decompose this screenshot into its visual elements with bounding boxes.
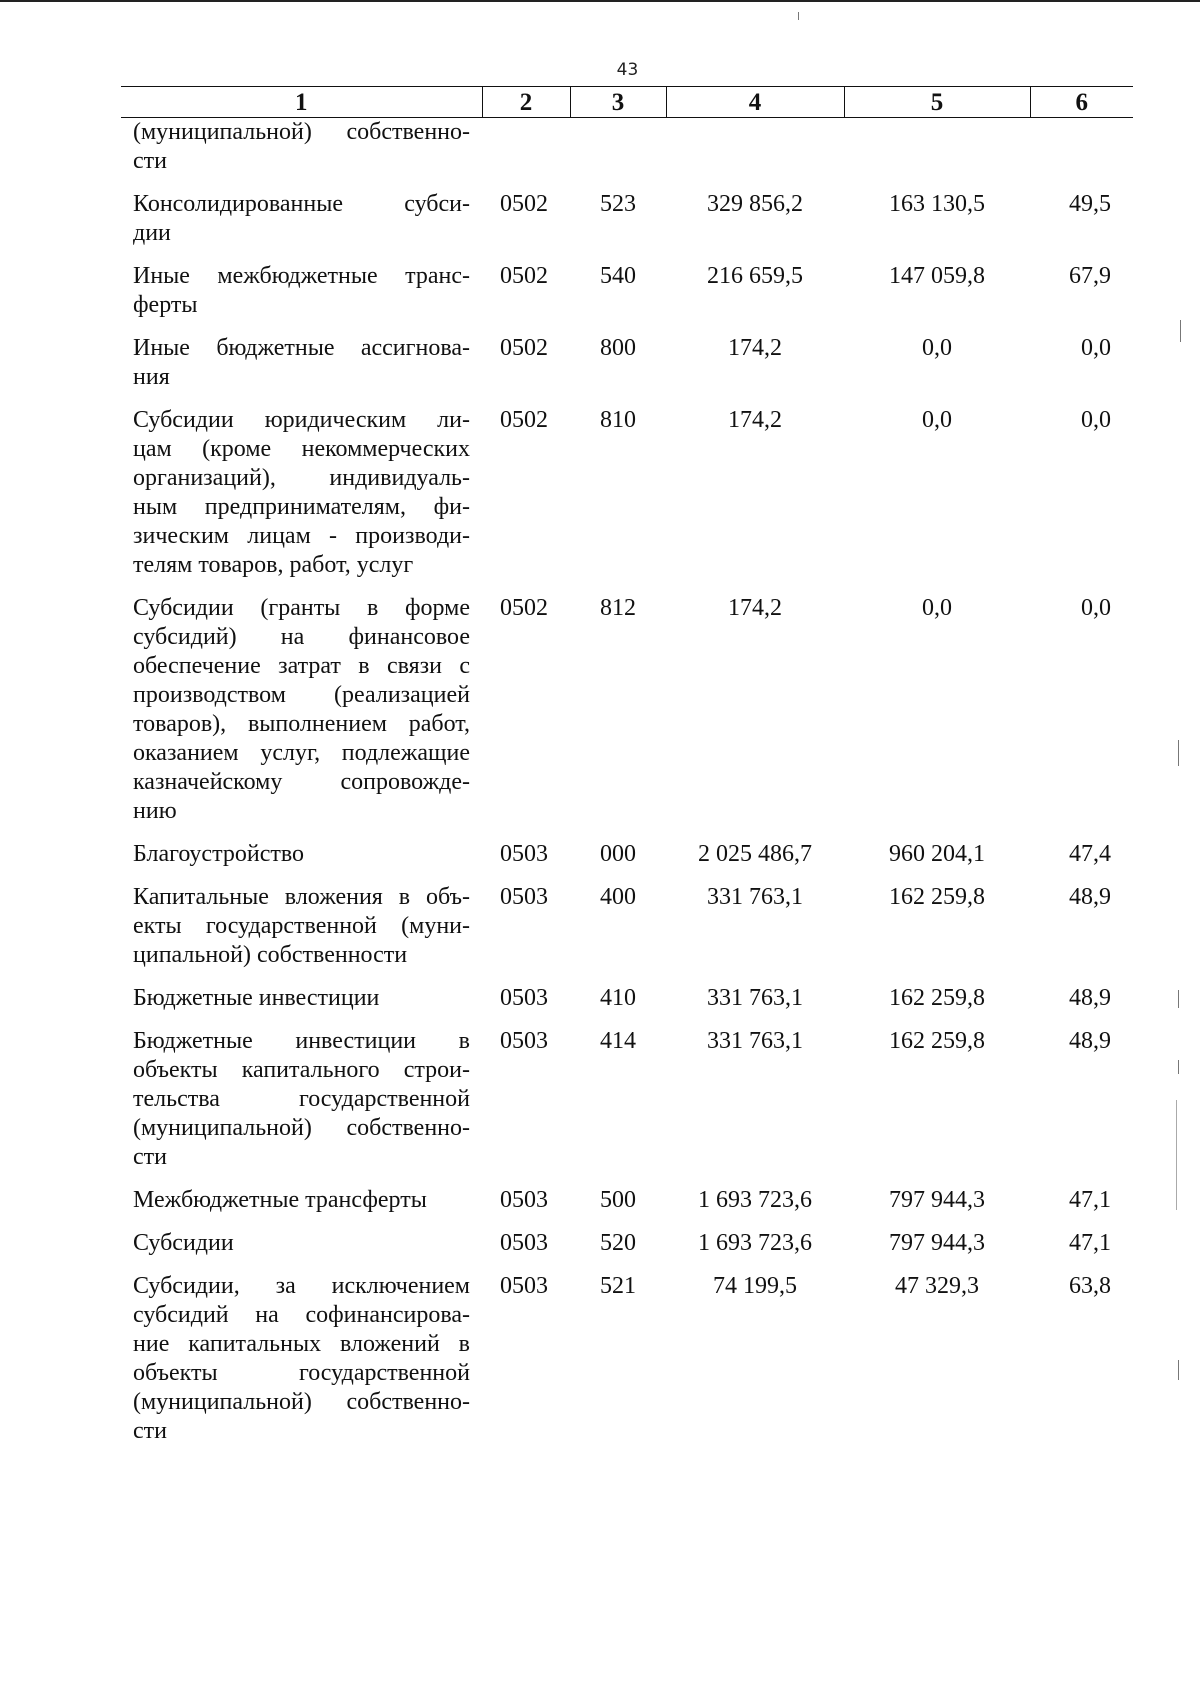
scan-artifact: [1178, 1060, 1179, 1074]
header-col-5: 5: [844, 87, 1030, 118]
row-fact-value: 0,0: [922, 407, 952, 433]
page-number: 43: [616, 60, 639, 80]
row-percent: 47,1: [1069, 1187, 1111, 1213]
row-percent: 49,5: [1069, 191, 1111, 217]
table-header: [121, 87, 1133, 118]
row-section-code: 0502: [500, 335, 548, 361]
row-plan-value: 1 693 723,6: [698, 1230, 812, 1256]
table-row: [121, 1229, 1133, 1272]
row-name: Благоустройство: [133, 841, 305, 867]
row-section-code: 0503: [500, 1028, 548, 1054]
row-section-code: 0502: [500, 263, 548, 289]
header-col-4: 4: [666, 87, 844, 118]
row-plan-value: 216 659,5: [707, 263, 803, 289]
table-row: [121, 334, 1133, 406]
row-plan-value: 331 763,1: [707, 884, 803, 910]
row-plan-value: 329 856,2: [707, 191, 803, 217]
row-name: Бюджетные инвестиции: [133, 985, 380, 1011]
row-percent: 47,1: [1069, 1230, 1111, 1256]
row-percent: 63,8: [1069, 1273, 1111, 1299]
scan-top-border: [0, 0, 1200, 2]
row-fact-value: 47 329,3: [895, 1273, 979, 1299]
row-percent: 67,9: [1069, 263, 1111, 289]
row-percent: 48,9: [1069, 985, 1111, 1011]
row-plan-value: 174,2: [728, 407, 782, 433]
row-name: Субсидии (гранты в форме субсидий) на финансовое обеспечение затрат в связи с производством (реализацией товаров), выполнением работ, оказанием услуг, подлежащие казначейскому сопровожде- нию: [133, 595, 470, 824]
table-row: [121, 190, 1133, 262]
row-fact-value: 0,0: [922, 595, 952, 621]
budget-table: [121, 86, 1133, 1460]
row-name: Субсидии, за исключением субсидий на софинансирова- ние капитальных вложений в объекты государственной (муниципальной) собственно- сти: [133, 1273, 470, 1444]
row-expense-code: [570, 118, 666, 191]
row-section-code: 0503: [500, 1230, 548, 1256]
row-expense-code: 410: [600, 985, 636, 1011]
row-plan-value: 174,2: [728, 595, 782, 621]
row-expense-code: 520: [600, 1230, 636, 1256]
row-percent: 48,9: [1069, 1028, 1111, 1054]
row-expense-code: 812: [600, 595, 636, 621]
table-row: [121, 594, 1133, 840]
header-row: [121, 87, 1133, 118]
row-plan-value: 74 199,5: [713, 1273, 797, 1299]
row-plan-value: 2 025 486,7: [698, 841, 812, 867]
row-fact-value: [844, 118, 1030, 191]
row-section-code: 0503: [500, 985, 548, 1011]
table-row: [121, 840, 1133, 883]
header-col-2: 2: [482, 87, 570, 118]
row-plan-value: 331 763,1: [707, 1028, 803, 1054]
row-percent: 48,9: [1069, 884, 1111, 910]
row-name: Консолидированные субси- дии: [133, 191, 470, 246]
scan-artifact: [798, 12, 799, 20]
row-name: Бюджетные инвестиции в объекты капитального строи- тельства государственной (муниципальной) собственно- сти: [133, 1028, 470, 1170]
row-percent: [1030, 118, 1133, 191]
row-fact-value: 163 130,5: [889, 191, 985, 217]
scan-artifact: [1178, 990, 1179, 1008]
row-section-code: 0503: [500, 884, 548, 910]
row-fact-value: 162 259,8: [889, 1028, 985, 1054]
row-percent: 47,4: [1069, 841, 1111, 867]
row-name: Межбюджетные трансферты: [133, 1187, 427, 1213]
row-section-code: 0503: [500, 841, 548, 867]
row-expense-code: 810: [600, 407, 636, 433]
row-name: (муниципальной) собственно- сти: [133, 119, 470, 174]
row-section-code: 0503: [500, 1187, 548, 1213]
row-name: Иные бюджетные ассигнова- ния: [133, 335, 470, 390]
header-col-6: 6: [1030, 87, 1133, 118]
row-fact-value: 147 059,8: [889, 263, 985, 289]
row-section-code: 0502: [500, 407, 548, 433]
row-name: Субсидии юридическим ли- цам (кроме некоммерческих организаций), индивидуаль- ным предпринимателям, фи- зическим лицам - производи- телям товаров, работ, услуг: [133, 407, 470, 578]
header-col-1: 1: [121, 87, 482, 118]
row-name: Иные межбюджетные транс- ферты: [133, 263, 470, 318]
row-fact-value: 960 204,1: [889, 841, 985, 867]
table-row: [121, 1186, 1133, 1229]
row-expense-code: 800: [600, 335, 636, 361]
table-row: [121, 984, 1133, 1027]
row-expense-code: 540: [600, 263, 636, 289]
table-row: [121, 118, 1133, 191]
row-section-code: [482, 118, 570, 191]
table-row: [121, 1027, 1133, 1186]
table-body: [121, 118, 1133, 1461]
scan-artifact: [1180, 320, 1181, 342]
row-percent: 0,0: [1081, 407, 1111, 433]
row-fact-value: 162 259,8: [889, 985, 985, 1011]
header-col-3: 3: [570, 87, 666, 118]
table-row: [121, 883, 1133, 984]
row-expense-code: 414: [600, 1028, 636, 1054]
row-plan-value: 331 763,1: [707, 985, 803, 1011]
row-expense-code: 000: [600, 841, 636, 867]
row-section-code: 0503: [500, 1273, 548, 1299]
row-expense-code: 523: [600, 191, 636, 217]
row-plan-value: [666, 118, 844, 191]
row-fact-value: 797 944,3: [889, 1230, 985, 1256]
row-plan-value: 174,2: [728, 335, 782, 361]
row-expense-code: 400: [600, 884, 636, 910]
row-fact-value: 0,0: [922, 335, 952, 361]
row-plan-value: 1 693 723,6: [698, 1187, 812, 1213]
scan-artifact: [1178, 740, 1179, 766]
row-fact-value: 797 944,3: [889, 1187, 985, 1213]
row-expense-code: 500: [600, 1187, 636, 1213]
row-name: Капитальные вложения в объ- екты государственной (муни- ципальной) собственности: [133, 884, 470, 968]
row-name: Субсидии: [133, 1230, 234, 1256]
table-row: [121, 406, 1133, 594]
scan-artifact: [1176, 1100, 1177, 1210]
row-expense-code: 521: [600, 1273, 636, 1299]
row-section-code: 0502: [500, 595, 548, 621]
row-section-code: 0502: [500, 191, 548, 217]
scan-artifact: [1178, 1360, 1179, 1380]
table-row: [121, 262, 1133, 334]
row-percent: 0,0: [1081, 595, 1111, 621]
table-row: [121, 1272, 1133, 1460]
row-fact-value: 162 259,8: [889, 884, 985, 910]
row-percent: 0,0: [1081, 335, 1111, 361]
